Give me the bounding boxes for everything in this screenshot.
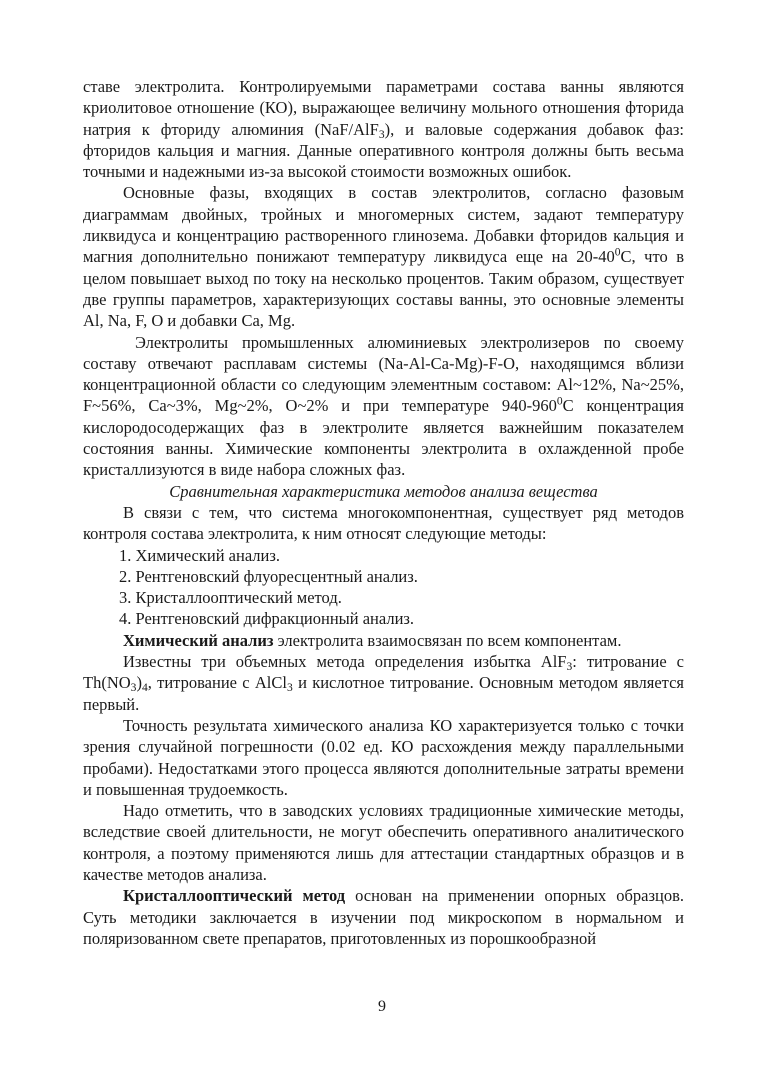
page-number: 9 [378,998,386,1015]
paragraph-industrial-electrolytes [83,332,684,481]
paragraph-main-phases [83,182,684,331]
text: , титрование с AlCl [147,673,287,693]
paragraph-titration-methods [83,651,684,715]
subscript: 3 [378,128,385,141]
text: Основные фазы, входящих в состав электролитов, согласно фазовым диаграммам двойных, тройных и многомерных систем, задают температуру ликвидуса и концентрацию растворенного глинозема. Добавки фторидов кальция и магния дополнительно понижают температуру ликвидуса еще на 20-40 [83,183,684,267]
page-body [83,76,684,949]
text: электролита взаимосвязан по всем компонентам. [273,630,622,650]
superscript: 0 [556,396,563,409]
text: С, что в целом повышает выход по току на несколько процентов. Таким образом, существует две группы параметров, характеризующих составы ванны, это основные элементы Al, Na, F, O и добавки Ca, Mg. [83,247,684,331]
paragraph-methods-intro: В связи с тем, что система многокомпонентная, существует ряд методов контроля состава электролита, к ним относят следующие методы: [83,502,684,544]
text: и кислотное титрование. Основным методом является первый. [83,673,684,714]
paragraph-electrolyte-composition [83,76,684,182]
subscript: 3 [130,682,137,695]
subscript: 4 [141,682,148,695]
paragraph-accuracy: Точность результата химического анализа КО характеризуется только с точки зрения случайной погрешности (0.02 ед. КО расхождения между параллельными пробами). Недостатками этого процесса являются дополнительные затраты времени и повышенная трудоемкость. [83,715,684,799]
bold-term: Химический анализ [123,630,274,650]
paragraph-factory-conditions: Надо отметить, что в заводских условиях традиционные химические методы, вследствие своей длительности, не могут обеспечить оперативного аналитического контроля, а поэтому применяются лишь для аттестации стандартных образцов и в качестве методов анализа. [83,801,684,884]
list-item: 3. Кристаллооптический метод. [119,588,342,608]
text: : титрование с Th(NO [83,652,684,693]
list-item: 1. Химический анализ. [119,545,281,565]
text: Известны три объемных метода определения избытка AlF [123,652,567,672]
section-heading: Сравнительная характеристика методов анализа вещества [169,481,598,501]
bold-term: Кристаллооптический метод [123,886,346,906]
text: С концентрация кислородосодержащих фаз в электролите является важнейшим показателем состояния ванны. Химические компоненты электролита в охлажденной пробе кристаллизуются в виде набора сложных фаз. [83,396,684,480]
text: ) [136,673,142,693]
paragraph-chemical-analysis [83,630,684,651]
text: основан на применении опорных образцов. Суть методики заключается в изучении под микроскопом в нормальном и поляризованном свете препаратов, приготовленных из порошкообразной [83,886,684,948]
text: ставе электролита. Контролируемыми параметрами состава ванны являются криолитовое отношение (КО), выражающее величину мольного отношения фторида натрия к фториду алюминия (NaF/AlF [83,77,684,139]
list-item: 2. Рентгеновский флуоресцентный анализ. [119,566,418,586]
subscript: 3 [286,682,293,695]
text: Электролиты промышленных алюминиевых электролизеров по своему составу отвечают расплавам системы (Na-Al-Ca-Mg)-F-O, находящимся вблизи концентрационной области со следующим элементным составом: Al~12%, Na~25%, F~56%, Ca~3%, Mg~2%, O~2% и при температуре 940-960 [83,332,684,416]
paragraph-crystal-optical-method [83,885,684,949]
text: ), и валовые содержания добавок фаз: фторидов кальция и магния. Данные оперативного контроля должны быть весьма точными и надежными из-за высокой стоимости возможных ошибок. [83,119,684,182]
list-item: 4. Рентгеновский дифракционный анализ. [119,609,415,629]
subscript: 3 [566,660,573,673]
superscript: 0 [614,247,621,260]
